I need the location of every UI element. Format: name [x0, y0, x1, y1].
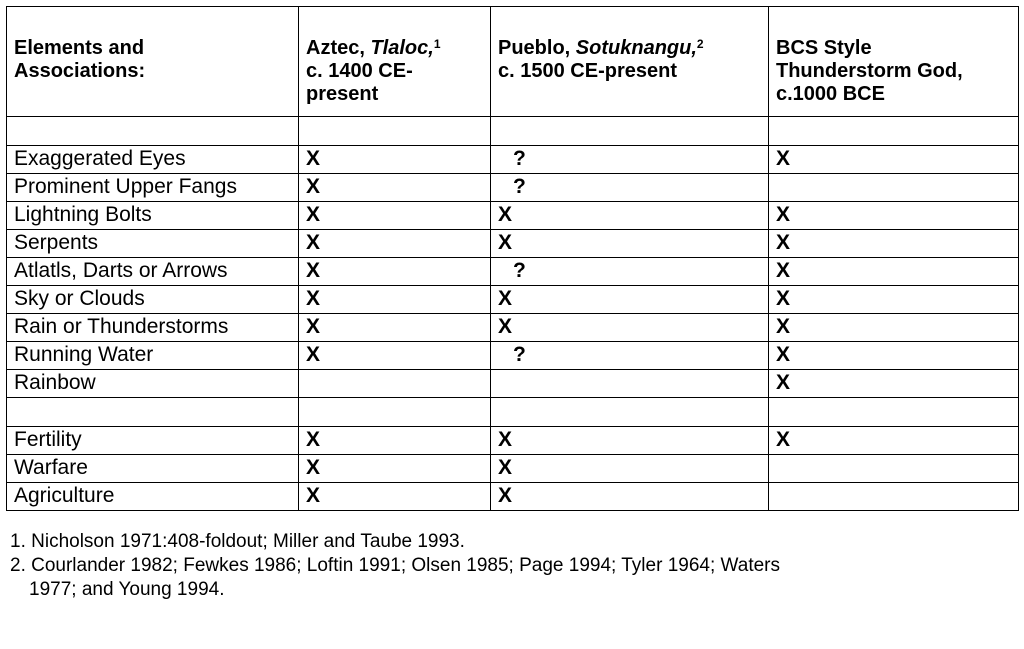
table-row: [7, 258, 1019, 286]
aztec-mark: X: [299, 455, 491, 483]
row-label: Fertility: [7, 427, 299, 455]
pueblo-mark: ?: [491, 258, 769, 286]
table-row: [7, 342, 1019, 370]
aztec-mark: X: [299, 286, 491, 314]
bcs-mark: X: [769, 370, 1019, 398]
row-label: Warfare: [7, 455, 299, 483]
footnote-2: 2. Courlander 1982; Fewkes 1986; Loftin 1991; Olsen 1985; Page 1994; Tyler 1964; Waters: [10, 555, 780, 576]
aztec-mark: X: [299, 230, 491, 258]
row-label: Exaggerated Eyes: [7, 146, 299, 174]
aztec-mark: X: [299, 202, 491, 230]
table-row: [7, 370, 1019, 398]
row-label: Agriculture: [7, 483, 299, 511]
aztec-mark: X: [299, 483, 491, 511]
table-row: [7, 174, 1019, 202]
aztec-mark: X: [299, 314, 491, 342]
pueblo-mark: ?: [491, 174, 769, 202]
aztec-mark: X: [299, 146, 491, 174]
bcs-mark: X: [769, 427, 1019, 455]
bcs-mark: X: [769, 202, 1019, 230]
spacer-row: [7, 398, 1019, 427]
row-label: Rain or Thunderstorms: [7, 314, 299, 342]
footnote-2-continued: 1977; and Young 1994.: [29, 579, 225, 600]
table-row: [7, 202, 1019, 230]
pueblo-mark: X: [491, 427, 769, 455]
row-label: Rainbow: [7, 370, 299, 398]
pueblo-mark: X: [491, 314, 769, 342]
row-label: Prominent Upper Fangs: [7, 174, 299, 202]
row-label: Atlatls, Darts or Arrows: [7, 258, 299, 286]
aztec-mark: X: [299, 427, 491, 455]
header-pueblo: Pueblo, Sotuknangu,$^2$ c. 1500 CE-present: [491, 7, 769, 117]
bcs-mark: [769, 455, 1019, 483]
pueblo-mark: X: [491, 202, 769, 230]
footnotes: [10, 530, 780, 602]
row-label: Lightning Bolts: [7, 202, 299, 230]
table-row: [7, 483, 1019, 511]
bcs-mark: X: [769, 314, 1019, 342]
bcs-mark: X: [769, 342, 1019, 370]
pueblo-mark: ?: [491, 342, 769, 370]
table-row: [7, 314, 1019, 342]
pueblo-mark: [491, 370, 769, 398]
bcs-mark: X: [769, 230, 1019, 258]
table-row: [7, 455, 1019, 483]
bcs-mark: X: [769, 258, 1019, 286]
pueblo-mark: ?: [491, 146, 769, 174]
header-aztec: Aztec, Tlaloc,$^1$ c. 1400 CE- present: [299, 7, 491, 117]
pueblo-mark: X: [491, 230, 769, 258]
bcs-mark: X: [769, 146, 1019, 174]
aztec-mark: [299, 370, 491, 398]
header-elements: Elements and Associations:: [7, 7, 299, 117]
row-label: Sky or Clouds: [7, 286, 299, 314]
table-row: [7, 230, 1019, 258]
bcs-mark: X: [769, 286, 1019, 314]
pueblo-mark: X: [491, 483, 769, 511]
row-label: Running Water: [7, 342, 299, 370]
aztec-mark: X: [299, 342, 491, 370]
bcs-mark: [769, 174, 1019, 202]
bcs-mark: [769, 483, 1019, 511]
table-row: [7, 427, 1019, 455]
table-row: [7, 286, 1019, 314]
header-bcs: BCS Style Thunderstorm God, c.1000 BCE: [769, 7, 1019, 117]
spacer-row: [7, 117, 1019, 146]
pueblo-mark: X: [491, 455, 769, 483]
table-row: [7, 146, 1019, 174]
header-row: [7, 7, 1019, 117]
pueblo-mark: X: [491, 286, 769, 314]
footnote-1: 1. Nicholson 1971:408-foldout; Miller and Taube 1993.: [10, 531, 465, 552]
row-label: Serpents: [7, 230, 299, 258]
comparison-table: [6, 6, 1019, 511]
aztec-mark: X: [299, 258, 491, 286]
aztec-mark: X: [299, 174, 491, 202]
